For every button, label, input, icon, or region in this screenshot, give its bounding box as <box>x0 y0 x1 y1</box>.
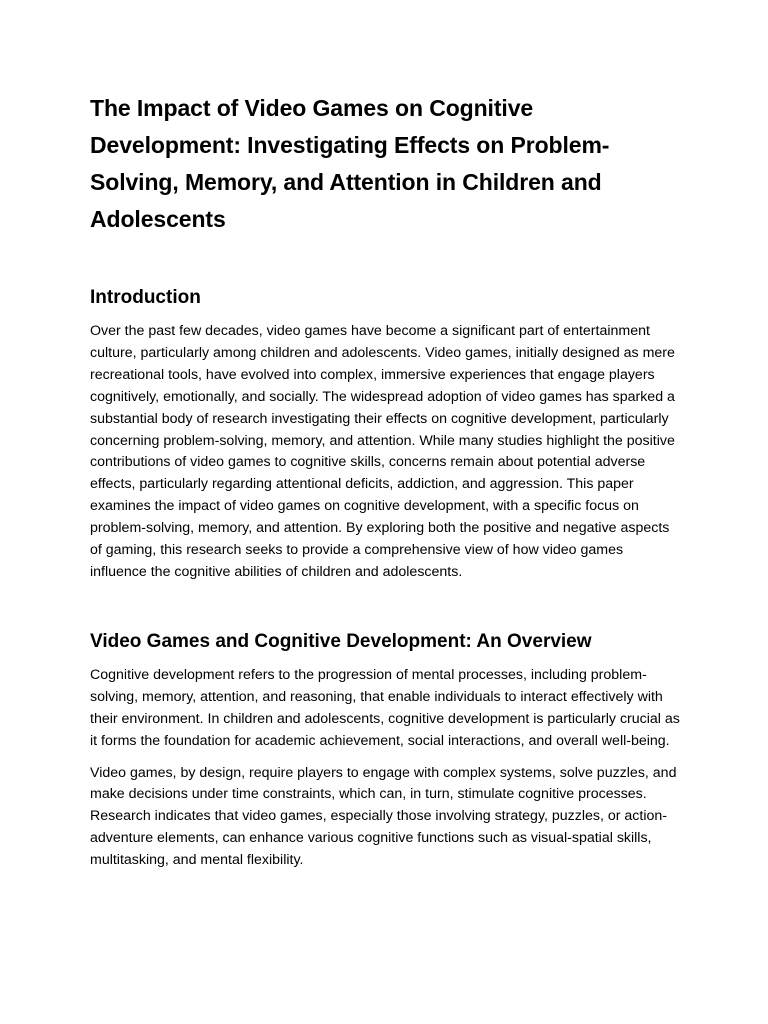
overview-paragraph-1: Cognitive development refers to the progression of mental processes, including problem-solving, memory, attention, and reasoning, that enable individuals to interact effectively with their environment. In children and adolescents, cognitive development is particularly crucial as it forms the foundation for academic achievement, social interactions, and overall well-being. <box>90 666 680 749</box>
introduction-paragraph: Over the past few decades, video games have become a significant part of entertainment culture, particularly among children and adolescents. Video games, initially designed as mere recreational tools, have evolved into complex, immersive experiences that engage players cognitively, emotionally, and socially. The widespread adoption of video games has sparked a substantial body of research investigating their effects on cognitive development, particularly concerning problem-solving, memory, and attention. While many studies highlight the positive contributions of video games to cognitive skills, concerns remain about potential adverse effects, particularly regarding attentional deficits, addiction, and aggression. This paper examines the impact of video games on cognitive development, with a specific focus on problem-solving, memory, and attention. By exploring both the positive and negative aspects of gaming, this research seeks to provide a comprehensive view of how video games influence the cognitive abilities of children and adolescents. <box>90 323 675 580</box>
section-heading-introduction: Introduction <box>90 287 201 308</box>
section-heading-overview: Video Games and Cognitive Development: An Overview <box>90 630 592 652</box>
document-title: The Impact of Video Games on Cognitive Development: Investigating Effects on Problem-Solving, Memory, and Attention in Children and Adolescents <box>90 95 610 232</box>
document-page <box>90 90 680 882</box>
overview-paragraph-2: Video games, by design, require players to engage with complex systems, solve puzzles, and make decisions under time constraints, which can, in turn, stimulate cognitive processes. Research indicates that video games, especially those involving strategy, puzzles, or action-adventure elements, can enhance various cognitive functions such as visual-spatial skills, multitasking, and mental flexibility. <box>90 764 677 869</box>
